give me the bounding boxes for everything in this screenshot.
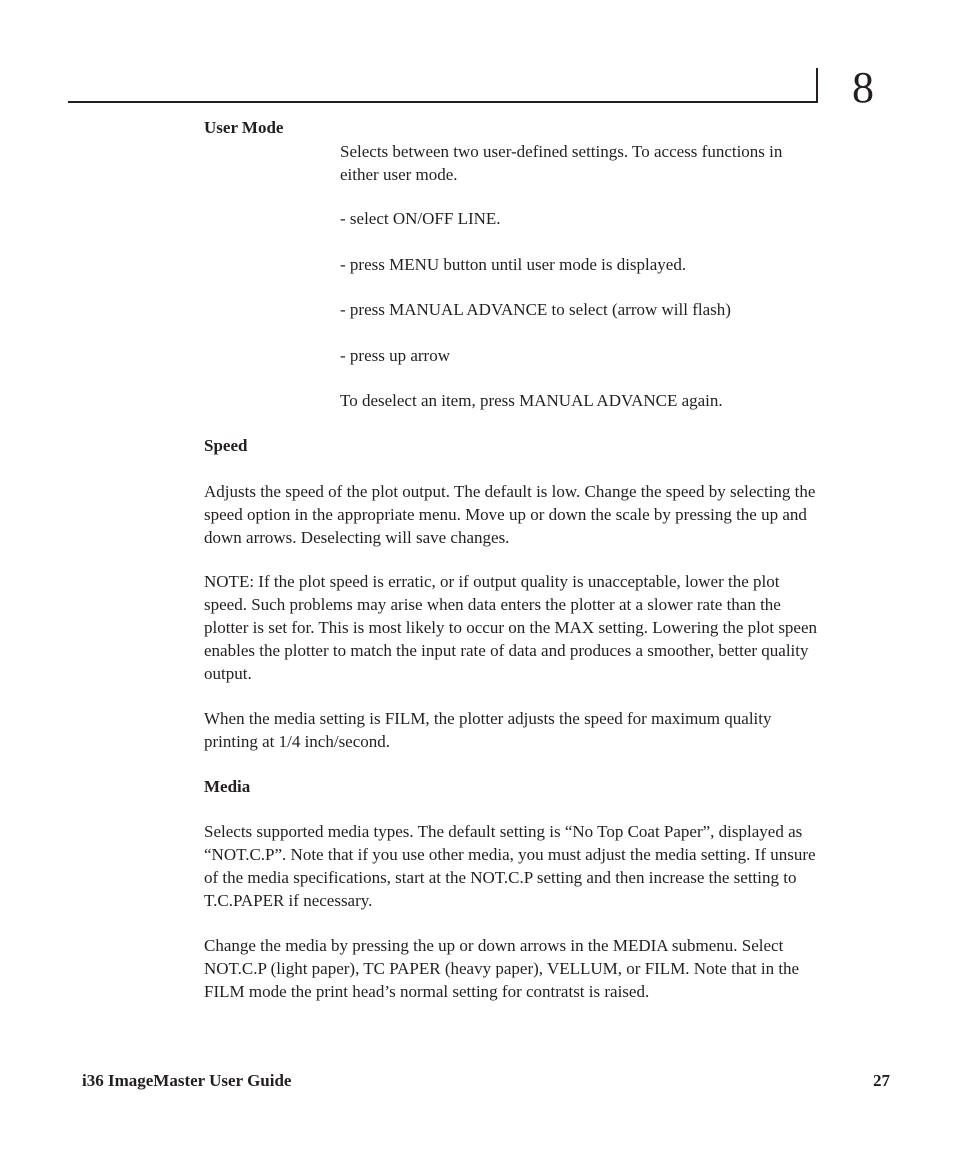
speed-paragraph: When the media setting is FILM, the plotter adjusts the speed for maximum quality printing at 1/4 inch/second. — [204, 709, 772, 751]
footer-guide-title: i36 ImageMaster User Guide — [82, 1071, 292, 1090]
section-heading-speed: Speed — [204, 436, 248, 455]
user-mode-step: - press up arrow — [340, 346, 450, 365]
section-heading-user-mode: User Mode — [204, 118, 284, 137]
user-mode-step: - press MENU button until user mode is displayed. — [340, 255, 687, 274]
chapter-number: 8 — [852, 63, 874, 112]
user-mode-paragraph: Selects between two user-defined settings. To access functions in either user mode. — [340, 142, 783, 184]
user-mode-step: - select ON/OFF LINE. — [340, 209, 501, 228]
media-paragraph: Selects supported media types. The default setting is “No Top Coat Paper”, displayed as “NOT.C.P”. Note that if you use other media, you must adjust the media setting. If unsure of the media specifications, start at the NOT.C.P setting and then increase the setting to T.C.PAPER if necessary. — [204, 822, 816, 910]
media-paragraph: Change the media by pressing the up or down arrows in the MEDIA submenu. Select NOT.C.P (light paper), TC PAPER (heavy paper), VELLUM, or FILM. Note that in the FILM mode the print head’s normal setting for contratst is raised. — [204, 936, 800, 1001]
header-rule — [68, 101, 818, 103]
speed-note-paragraph: NOTE: If the plot speed is erratic, or if output quality is unacceptable, lower the plot speed. Such problems may arise when data enters the plotter at a slower rate than the plotter is set for. This is most likely to occur on the MAX setting. Lowering the plot speen enables the plotter to match the input rate of data and produces a smoother, better quality output. — [204, 572, 818, 683]
section-heading-media: Media — [204, 777, 251, 796]
footer-page-number: 27 — [873, 1071, 890, 1090]
user-mode-step: - press MANUAL ADVANCE to select (arrow will flash) — [340, 300, 731, 319]
speed-paragraph: Adjusts the speed of the plot output. The default is low. Change the speed by selecting the speed option in the appropriate menu. Move up or down the scale by pressing the up and down arrows. Deselecting will save changes. — [204, 482, 816, 547]
user-mode-paragraph: To deselect an item, press MANUAL ADVANCE again. — [340, 391, 723, 410]
header-divider — [816, 68, 818, 103]
